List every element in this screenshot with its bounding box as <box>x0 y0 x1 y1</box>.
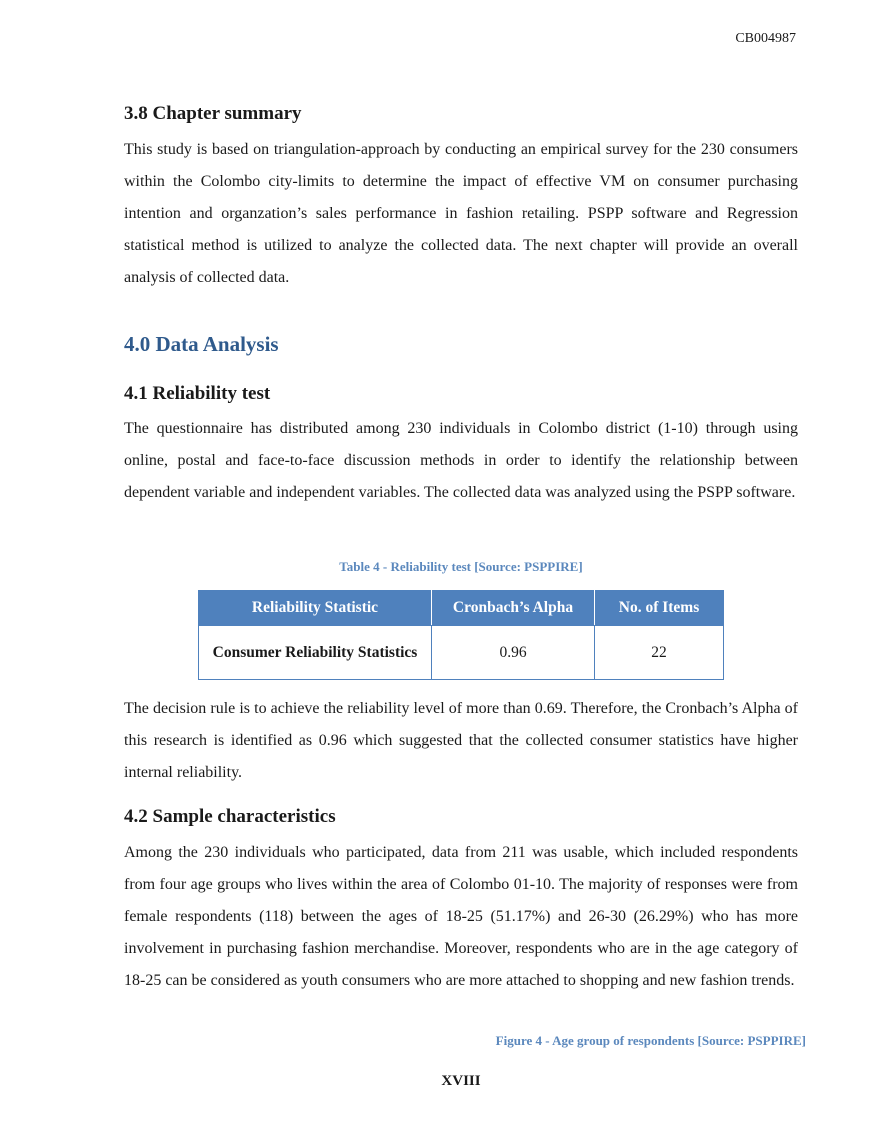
table-header-cell: Reliability Statistic <box>199 591 432 626</box>
section-body-after-table: The decision rule is to achieve the reliability level of more than 0.69. Therefore, the Cronbach’s Alpha of this research is identified as 0.96 which suggested that the collected consumer statistics have higher internal reliability. <box>124 700 798 781</box>
document-id: CB004987 <box>735 31 796 46</box>
section-title-4-1: 4.1 Reliability test <box>124 383 271 404</box>
table-header-row <box>199 591 724 626</box>
page-number: XVIII <box>441 1073 481 1089</box>
table-cell-items: 22 <box>595 626 724 680</box>
table-header-cell: No. of Items <box>595 591 724 626</box>
table-row-label: Consumer Reliability Statistics <box>199 626 432 680</box>
section-body-3-8: This study is based on triangulation-approach by conducting an empirical survey for the 230 consumers within the Colombo city-limits to determine the impact of effective VM on consumer purchasing intention and organzation’s sales performance in fashion retailing. PSPP software and Regression statistical method is utilized to analyze the collected data. The next chapter will provide an overall analysis of collected data. <box>124 141 798 286</box>
reliability-table <box>198 590 724 680</box>
section-title-4-2: 4.2 Sample characteristics <box>124 806 336 827</box>
chapter-title-4: 4.0 Data Analysis <box>124 332 279 356</box>
table-row <box>199 626 724 680</box>
section-title-3-8: 3.8 Chapter summary <box>124 103 302 124</box>
section-body-4-2: Among the 230 individuals who participated, data from 211 was usable, which included respondents from four age groups who lives within the area of Colombo 01-10. The majority of responses were from female respondents (118) between the ages of 18-25 (51.17%) and 26-30 (26.29%) who has more involvement in purchasing fashion merchandise. Moreover, respondents who are in the age category of 18-25 can be considered as youth consumers who are more attached to shopping and new fashion trends. <box>124 844 798 989</box>
table-caption: Table 4 - Reliability test [Source: PSPPIRE] <box>339 559 583 574</box>
section-body-4-1: The questionnaire has distributed among 230 individuals in Colombo district (1-10) through using online, postal and face-to-face discussion methods in order to identify the relationship between dependent variable and independent variables. The collected data was analyzed using the PSPP software. <box>124 420 798 501</box>
figure-caption: Figure 4 - Age group of respondents [Source: PSPPIRE] <box>495 1033 806 1048</box>
table-header-cell: Cronbach’s Alpha <box>432 591 595 626</box>
table-cell-alpha: 0.96 <box>432 626 595 680</box>
